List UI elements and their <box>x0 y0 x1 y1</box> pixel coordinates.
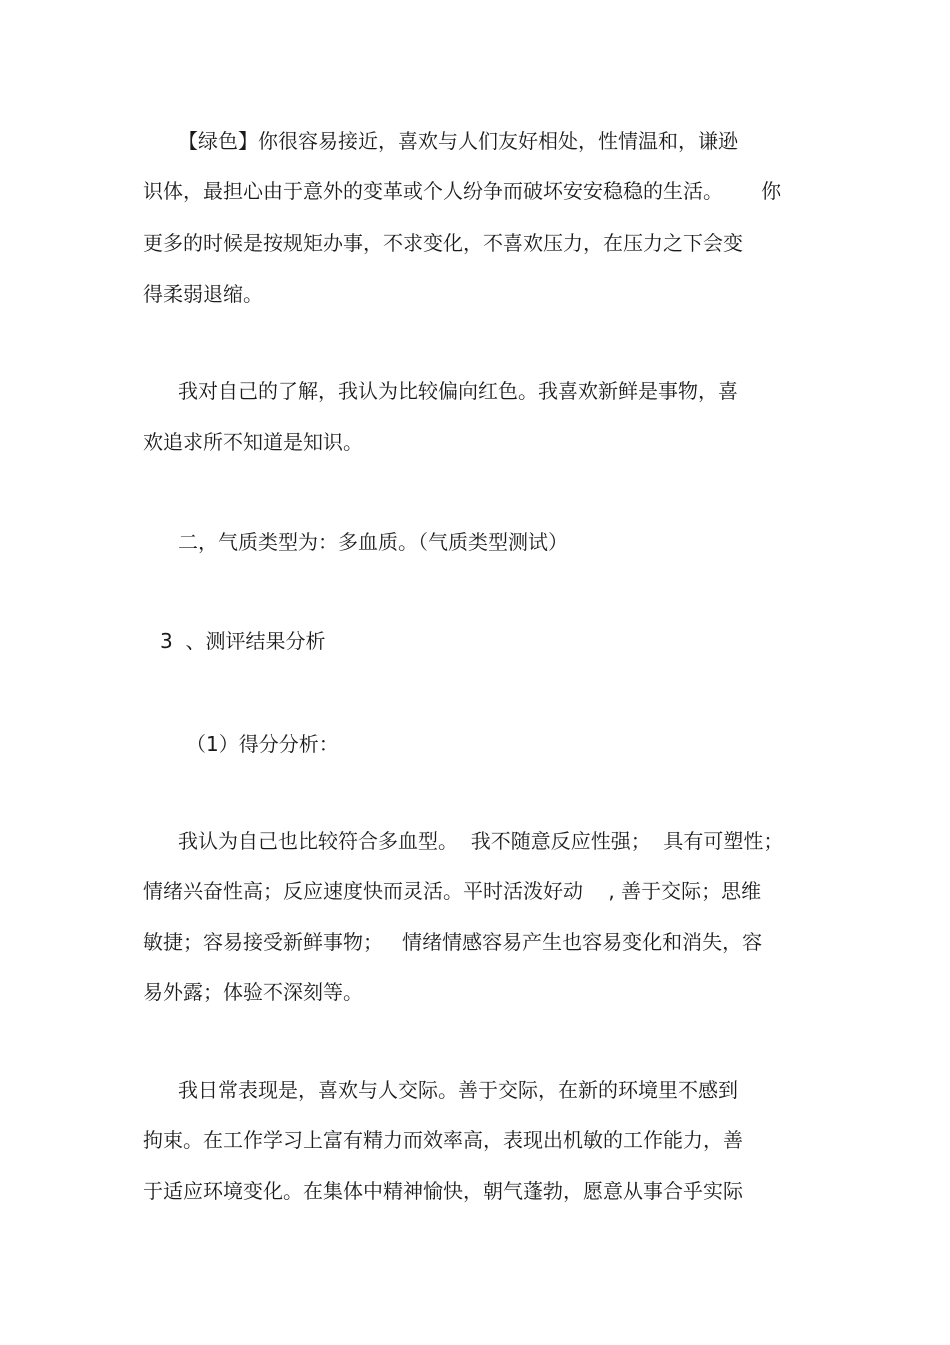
text-line: 情绪兴奋性高；反应速度快而灵活。平时活泼好动 , 善于交际；思维 <box>143 879 762 903</box>
text-line: 识体，最担心由于意外的变革或个人纷争而破坏安安稳稳的生活。 你 <box>143 179 782 203</box>
text-line: 敏捷；容易接受新鲜事物； 情绪情感容易产生也容易变化和消失，容 <box>143 930 763 954</box>
text-line: 拘束。在工作学习上富有精力而效率高，表现出机敏的工作能力，善 <box>143 1128 743 1152</box>
text-line: 于适应环境变化。在集体中精神愉快，朝气蓬勃，愿意从事合乎实际 <box>143 1179 743 1203</box>
text-line: 得柔弱退缩。 <box>143 282 263 306</box>
section-heading: 3 、测评结果分析 <box>160 629 326 653</box>
sub-heading: （1）得分分析： <box>186 732 339 756</box>
temperament-type-heading: 二，气质类型为：多血质。（气质类型测试） <box>178 530 568 554</box>
text-line: 欢追求所不知道是知识。 <box>143 430 363 454</box>
text-line: 我日常表现是，喜欢与人交际。善于交际，在新的环境里不感到 <box>178 1078 738 1102</box>
text-line: 我认为自己也比较符合多血型。 我不随意反应性强； 具有可塑性； <box>178 829 784 853</box>
text-line: 【绿色】你很容易接近，喜欢与人们友好相处，性情温和，谦逊 <box>178 129 738 153</box>
text-line: 我对自己的了解，我认为比较偏向红色。我喜欢新鲜是事物，喜 <box>178 379 738 403</box>
text-line: 易外露；体验不深刻等。 <box>143 980 363 1004</box>
text-line: 更多的时候是按规矩办事，不求变化，不喜欢压力，在压力之下会变 <box>143 231 743 255</box>
